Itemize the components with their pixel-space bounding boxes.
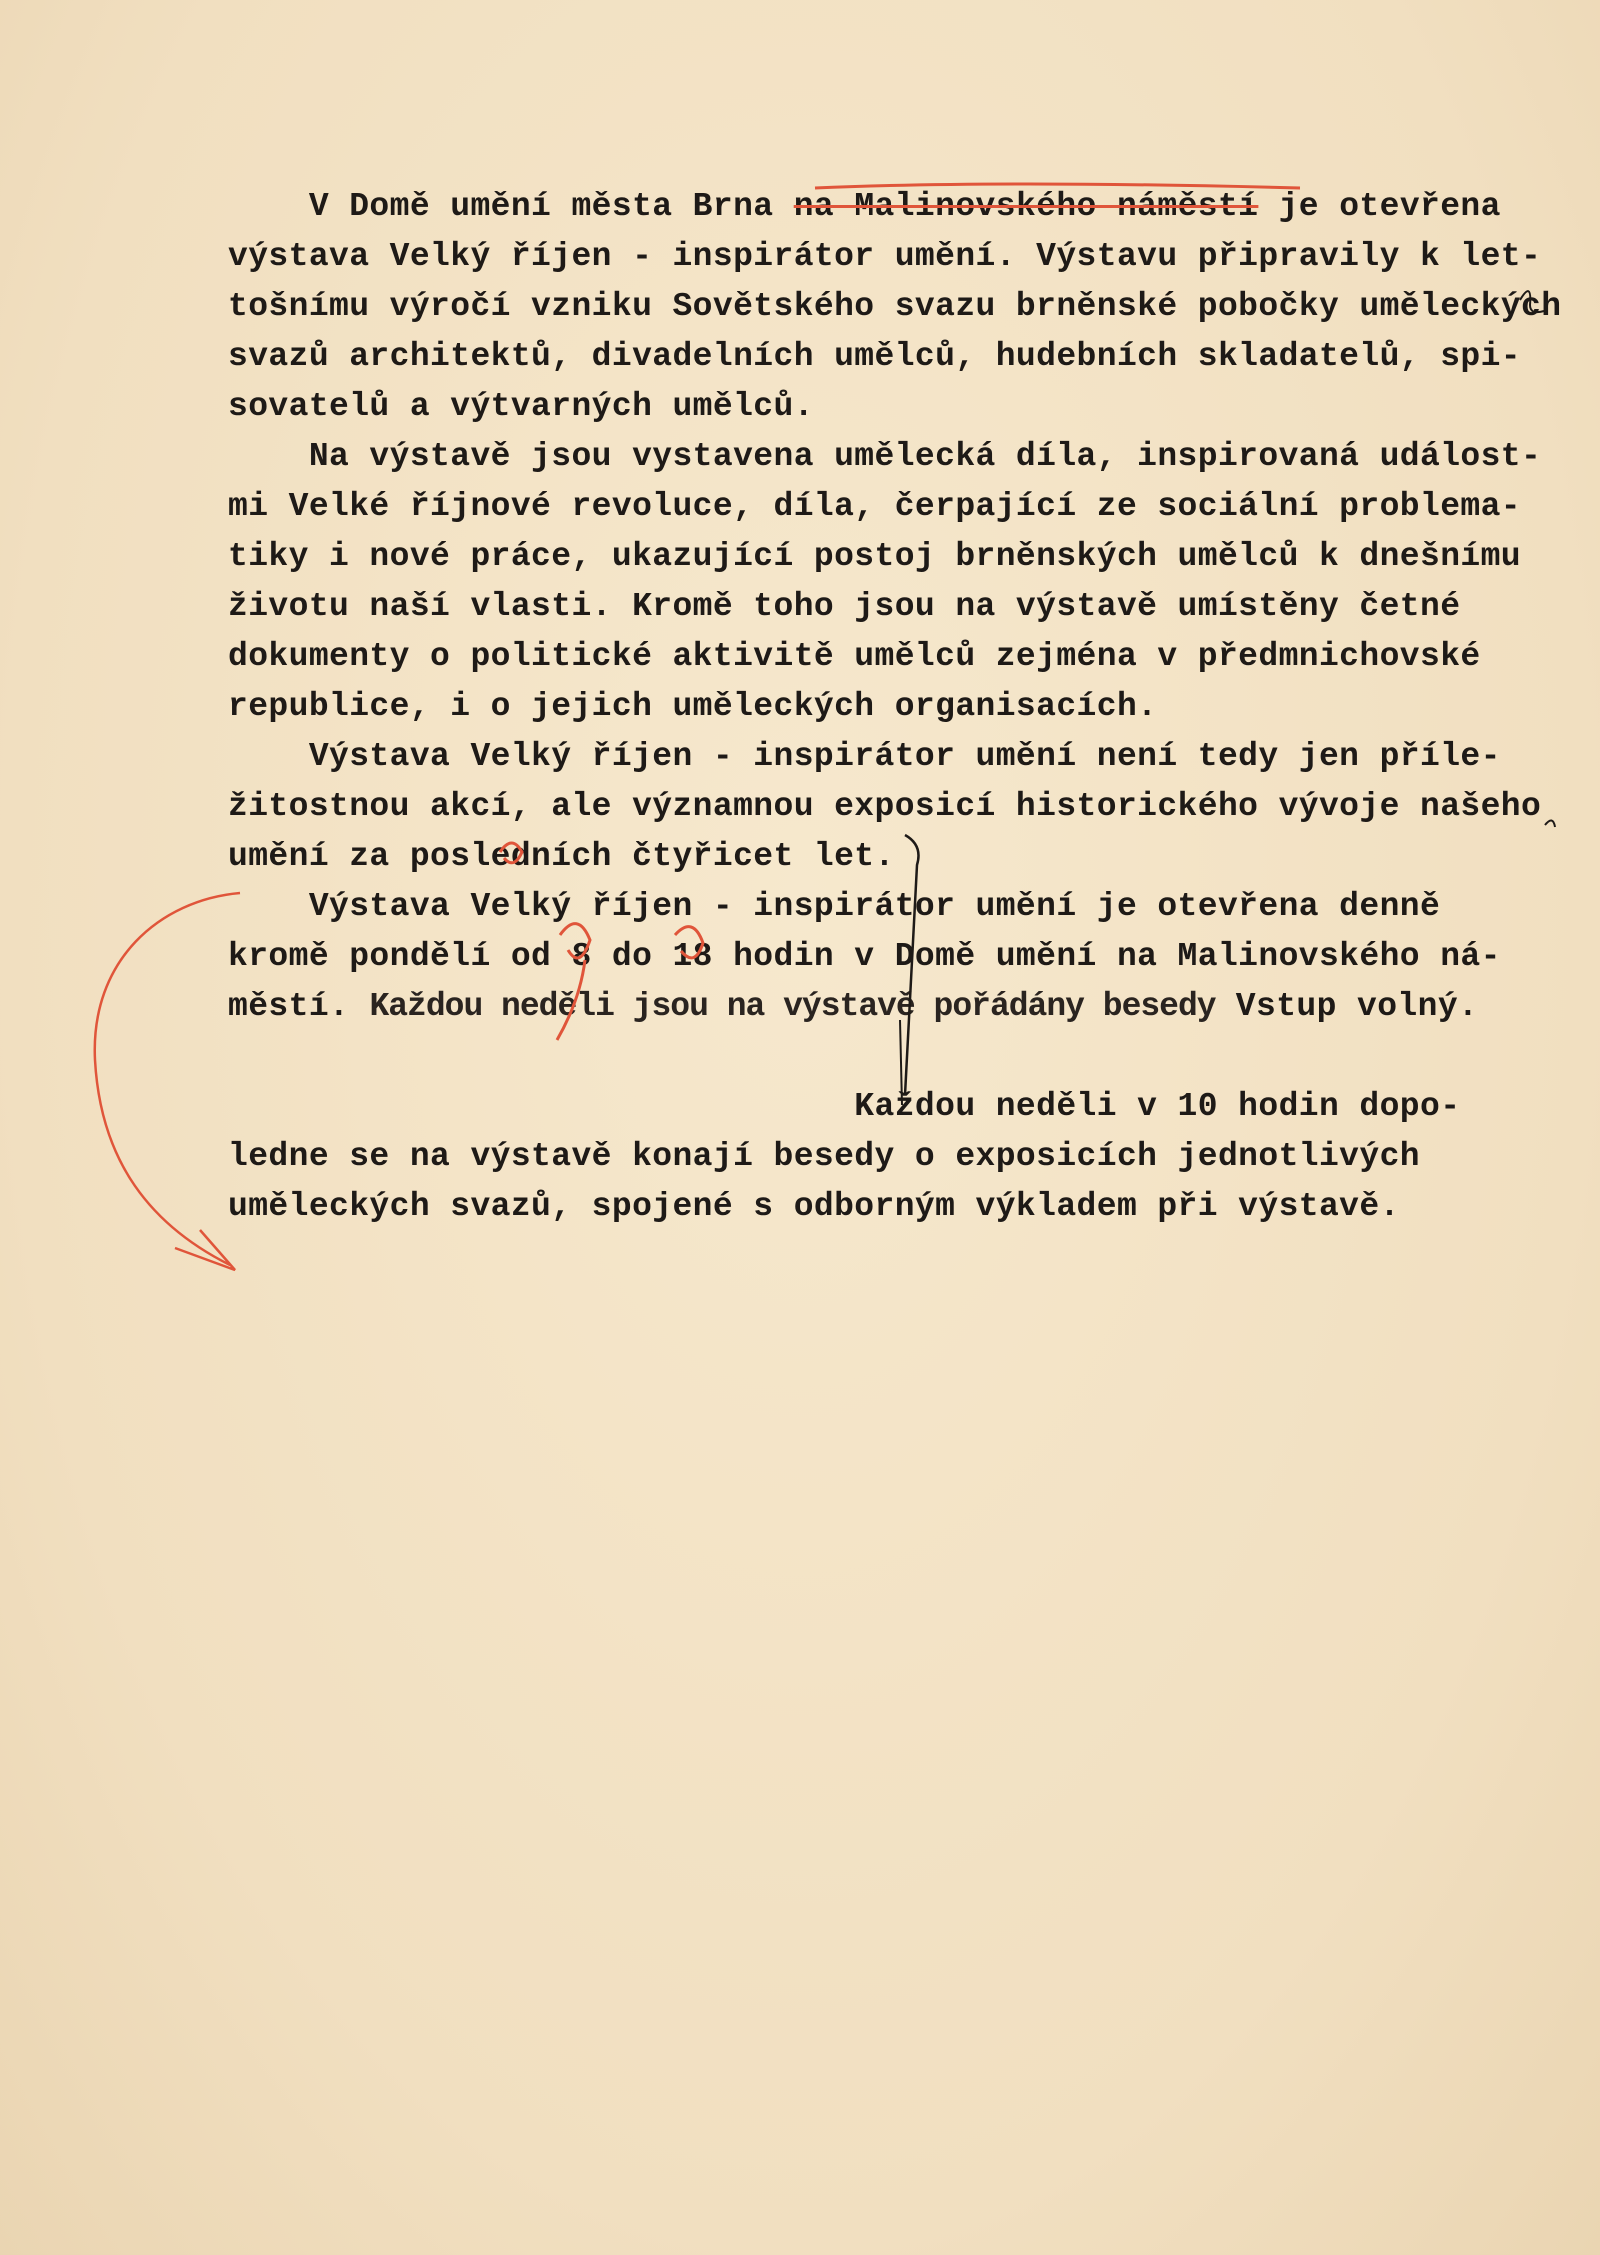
margin-correction: [1520, 291, 1544, 312]
red-correction-mark: [557, 924, 590, 1040]
text-line: Výstava Velký říjen - inspirátor umění není tedy jen příle-: [228, 738, 1501, 775]
struck-text: na Malinovského náměstí: [793, 188, 1259, 225]
paragraph-marker: [905, 835, 919, 1095]
line-text: městí.: [228, 988, 370, 1025]
red-correction-mark: [675, 927, 703, 958]
text-line: uměleckých svazů, spojené s odborným výkladem při výstavě.: [228, 1188, 1400, 1225]
text-line: výstava Velký říjen - inspirátor umění. Výstavu připravily k let-: [228, 238, 1542, 275]
text-line: životu naší vlasti. Kromě toho jsou na výstavě umístěny četné: [228, 588, 1461, 625]
text-line: kromě pondělí od 8 do 18 hodin v Domě umění na Malinovského ná-: [228, 938, 1501, 975]
text-line: žitostnou akcí, ale významnou exposicí historického vývoje našeho: [228, 788, 1542, 825]
insertion-curve: [95, 893, 240, 1265]
red-strike-line: [815, 184, 1300, 188]
text-line: tiky i nové práce, ukazující postoj brněnských umělců k dnešnímu: [228, 538, 1522, 575]
line-text: V Domě umění města Brna: [228, 188, 794, 225]
text-line: svazů architektů, divadelních umělců, hudebních skladatelů, spi-: [228, 338, 1522, 375]
typed-over-text: Každou neděli jsou na výstavě pořádány besedy: [369, 988, 1216, 1025]
text-line: Každou neděli v 10 hodin dopo-: [228, 1088, 1461, 1125]
text-line: republice, i o jejich uměleckých organisacích.: [228, 688, 1158, 725]
text-line: mi Velké říjnové revoluce, díla, čerpající ze sociální problema-: [228, 488, 1522, 525]
text-line: Výstava Velký říjen - inspirátor umění je otevřena denně: [228, 888, 1441, 925]
text-line: dokumenty o politické aktivitě umělců zejména v předmnichovské: [228, 638, 1481, 675]
text-line: tošnímu výročí vzniku Sovětského svazu brněnské pobočky uměleckých: [228, 288, 1562, 325]
text-line: ledne se na výstavě konají besedy o exposicích jednotlivých: [228, 1138, 1420, 1175]
red-correction-mark: [500, 843, 522, 863]
margin-correction: [1545, 820, 1555, 827]
line-text-end: Vstup volný.: [1215, 988, 1479, 1025]
paragraph-marker: [900, 1020, 902, 1105]
text-line: Na výstavě jsou vystavena umělecká díla, inspirovaná událost-: [228, 438, 1542, 475]
text-line: sovatelů a výtvarných umělců.: [228, 388, 814, 425]
line-text-end: je otevřena: [1258, 188, 1501, 225]
text-line: umění za posledních čtyřicet let.: [228, 838, 895, 875]
